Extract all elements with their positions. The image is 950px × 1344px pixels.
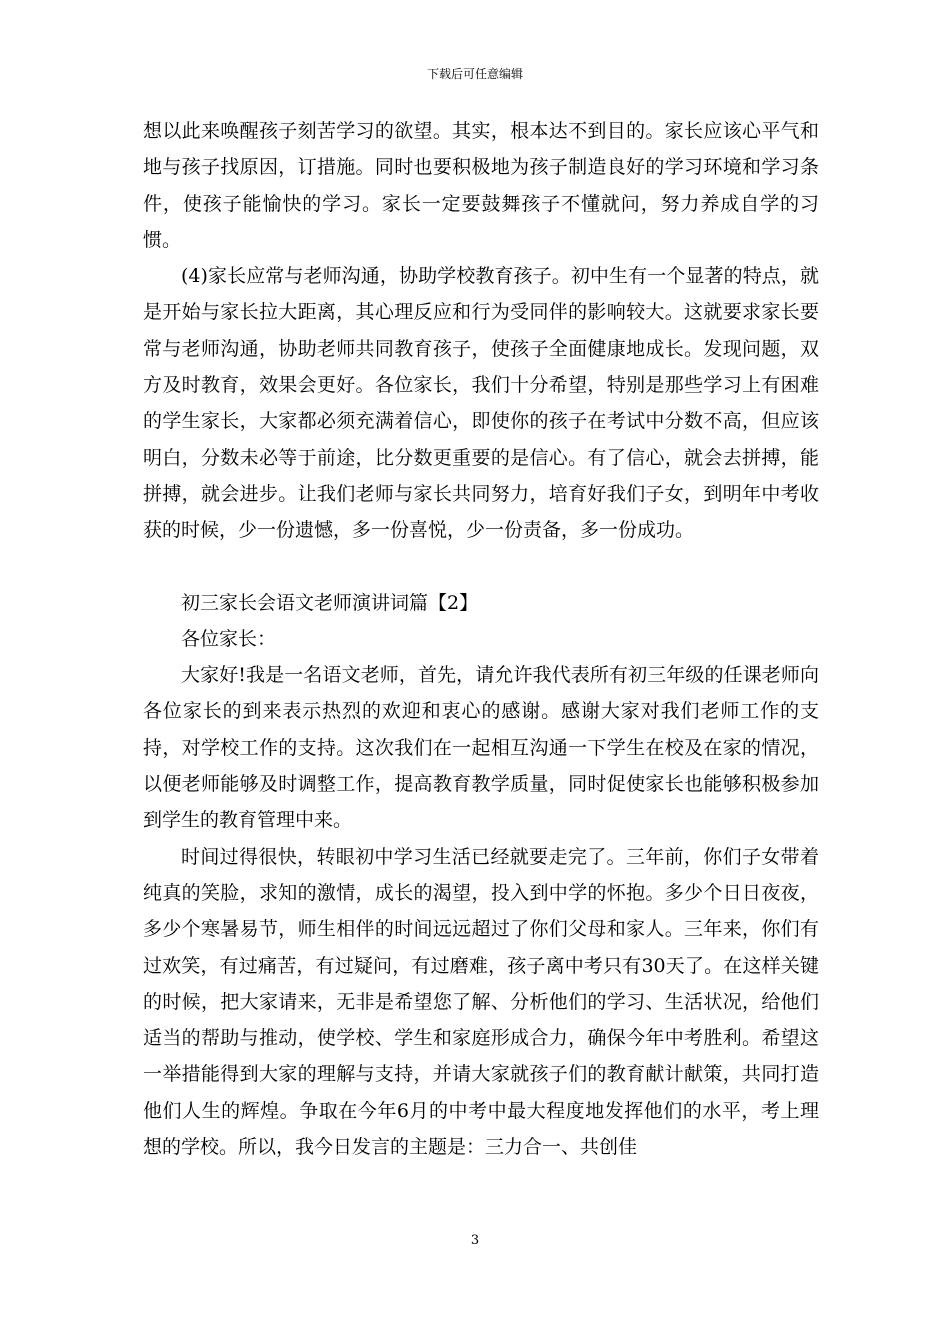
paragraph-greeting: 大家好!我是一名语文老师，首先，请允许我代表所有初三年级的任课老师向各位家长的到来表示热烈的欢迎和衷心的感谢。感谢大家对我们老师工作的支持，对学校工作的支持。这次我们在一起相互沟通一下学生在校及在家的情况，以便老师能够及时调整工作，提高教育教学质量，同时促使家长也能够积极参加到学生的教育管理中来。 xyxy=(143,664,819,832)
salutation: 各位家长： xyxy=(181,627,277,650)
paragraph-parent-teacher-communication: (4)家长应常与老师沟通，协助学校教育孩子。初中生有一个显著的特点，就是开始与家长拉大距离，其心理反应和行为受同伴的影响较大。这就要求家长要常与老师沟通，协助老师共同教育孩子，使孩子全面健康地成长。发现问题，双方及时教育，效果会更好。各位家长，我们十分希望，特别是那些学习上有困难的学生家长，大家都必须充满着信心，即使你的孩子在考试中分数不高，但应该明白，分数未必等于前途，比分数更重要的是信心。有了信心，就会去拼搏，能拼搏，就会进步。让我们老师与家长共同努力，培育好我们子女，到明年中考收获的时候，少一份遗憾，多一份喜悦，少一份责备，多一份成功。 xyxy=(143,265,819,542)
paragraph-time-passes: 时间过得很快，转眼初中学习生活已经就要走完了。三年前，你们子女带着纯真的笑脸，求知的激情，成长的渴望，投入到中学的怀抱。多少个日日夜夜，多少个寒暑易节，师生相伴的时间远远超过了你们父母和家人。三年来，你们有过欢笑，有过痛苦，有过疑问，有过磨难，孩子离中考只有30天了。在这样关键的时候，把大家请来，无非是希望您了解、分析他们的学习、生活状况，给他们适当的帮助与推动，使学校、学生和家庭形成合力，确保今年中考胜利。希望这一举措能得到大家的理解与支持，并请大家就孩子们的教育献计献策，共同打造他们人生的辉煌。争取在今年6月的中考中最大程度地发挥他们的水平，考上理想的学校。所以，我今日发言的主题是：三力合一、共创佳 xyxy=(143,845,819,1159)
page-header-note: 下载后可任意编辑 xyxy=(426,67,523,81)
page-number: 3 xyxy=(470,1233,480,1248)
section-spacer xyxy=(143,549,819,585)
document-body xyxy=(143,113,819,1165)
section-title: 初三家长会语文老师演讲词篇【2】 xyxy=(181,591,479,614)
paragraph-continued: 想以此来唤醒孩子刻苦学习的欲望。其实，根本达不到目的。家长应该心平气和地与孩子找原因，订措施。同时也要积极地为孩子制造良好的学习环境和学习条件，使孩子能愉快的学习。家长一定要鼓舞孩子不懂就问，努力养成自学的习惯。 xyxy=(143,120,819,251)
